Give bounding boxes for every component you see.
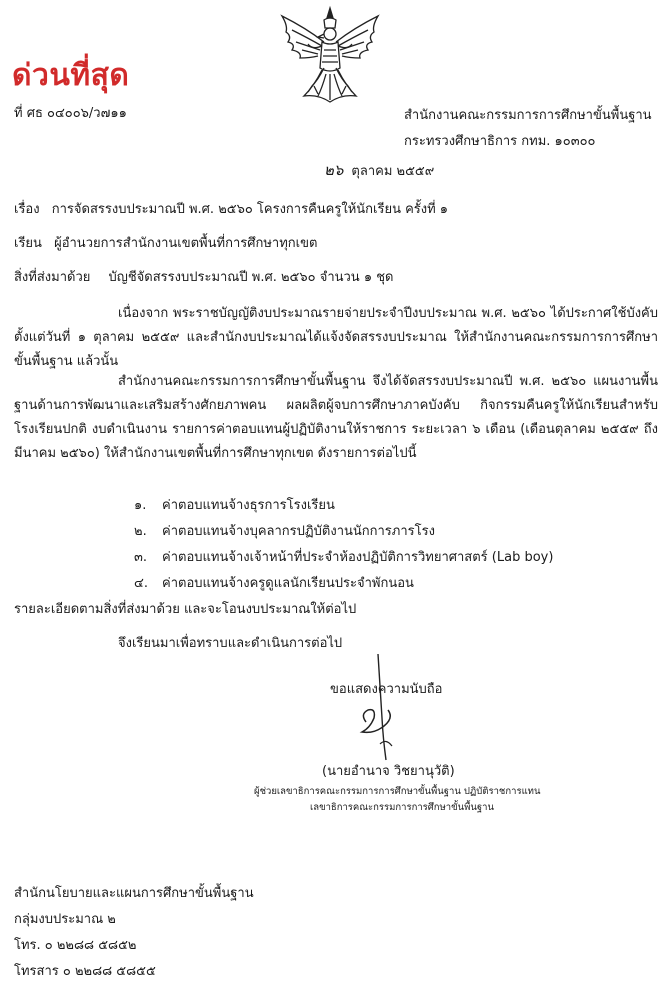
footer-group: กลุ่มงบประมาณ ๒ [14, 912, 116, 927]
closing-request: จึงเรียนมาเพื่อทราบและดำเนินการต่อไป [118, 636, 343, 651]
reference-number: ที่ ศธ ๐๔๐๐๖/ว๗๑๑ [14, 106, 127, 121]
list-item-text: ค่าตอบแทนจ้างบุคลากรปฏิบัติงานนักการภารโรง [162, 524, 435, 539]
list-item-text: ค่าตอบแทนจ้างครูดูแลนักเรียนประจำพักนอน [162, 576, 414, 591]
body-paragraph-2: สำนักงานคณะกรรมการการศึกษาขั้นพื้นฐาน จึงได้จัดสรรงบประมาณปี พ.ศ. ๒๕๖๐ แผนงานพื้นฐานด้านการพัฒนาและเสริมสร้างศักยภาพคน ผลผลิตผู้จบการศึกษาภาคบังคับ กิจกรรมคืนครูให้นักเรียนสำหรับโรงเรียนปกติ งบดำเนินงาน รายการค่าตอบแทนผู้ปฏิบัติงานให้ราชการ ระยะเวลา ๖ เดือน (เดือนตุลาคม ๒๕๕๙ ถึง มีนาคม ๒๕๖๐) ให้สำนักงานเขตพื้นที่การศึกษาทุกเขต ดังรายการต่อไปนี้ [14, 374, 658, 461]
footer-department: สำนักนโยบายและแผนการศึกษาขั้นพื้นฐาน [14, 886, 254, 901]
office-address: กระทรวงศึกษาธิการ กทม. ๑๐๓๐๐ [404, 134, 596, 149]
subject-line [14, 200, 448, 220]
signer-title: ผู้ช่วยเลขาธิการคณะกรรมการการศึกษาขั้นพื้นฐาน ปฏิบัติราชการแทน [254, 786, 541, 797]
body-paragraph-1: เนื่องจาก พระราชบัญญัติงบประมาณรายจ่ายประจำปีงบประมาณ พ.ศ. ๒๕๖๐ ได้ประกาศใช้บังคับตั้งแต่วันที่ ๑ ตุลาคม ๒๕๕๙ และสำนักงบประมาณได้แจ้งจัดสรรงบประมาณ ให้สำนักงานคณะกรรมการการศึกษาขั้นพื้นฐาน แล้วนั้น [14, 306, 658, 369]
list-item [134, 548, 553, 568]
urgency-stamp: ด่วนที่สุด [12, 58, 130, 93]
subject-label: เรื่อง [14, 202, 40, 217]
list-item-text: ค่าตอบแทนจ้างธุรการโรงเรียน [162, 498, 335, 513]
document-date [324, 160, 434, 182]
date-month-year: ตุลาคม ๒๕๕๙ [351, 164, 435, 179]
list-item-number: ๓. [134, 550, 148, 565]
enclosure-label: สิ่งที่ส่งมาด้วย [14, 270, 91, 285]
list-item-text: ค่าตอบแทนจ้างเจ้าหน้าที่ประจำห้องปฏิบัติการวิทยาศาสตร์ (Lab boy) [162, 550, 554, 565]
date-day: ๒๖ [324, 161, 344, 179]
list-item [134, 522, 435, 542]
footer-phone: โทร. ๐ ๒๒๘๘ ๕๘๕๒ [14, 938, 137, 953]
office-name: สำนักงานคณะกรรมการการศึกษาขั้นพื้นฐาน [404, 108, 652, 123]
signer-name: (นายอำนาจ วิชยานุวัติ) [322, 764, 455, 779]
recipient-line [14, 234, 317, 254]
list-item [134, 496, 335, 516]
subject-text: การจัดสรรงบประมาณปี พ.ศ. ๒๕๖๐ โครงการคืนครูให้นักเรียน ครั้งที่ ๑ [51, 202, 449, 217]
footer-fax: โทรสาร ๐ ๒๒๘๘ ๕๘๕๕ [14, 964, 156, 979]
recipient-text: ผู้อำนวยการสำนักงานเขตพื้นที่การศึกษาทุกเขต [54, 236, 318, 251]
list-item-number: ๑. [134, 498, 147, 513]
details-line: รายละเอียดตามสิ่งที่ส่งมาด้วย และจะโอนงบประมาณให้ต่อไป [14, 602, 357, 617]
list-item-number: ๔. [134, 576, 148, 591]
signature-mark [340, 648, 420, 768]
list-item [134, 574, 414, 594]
closing-salutation: ขอแสดงความนับถือ [330, 682, 443, 697]
garuda-emblem [278, 6, 382, 104]
recipient-label: เรียน [14, 236, 42, 251]
list-item-number: ๒. [134, 524, 147, 539]
enclosure-line [14, 268, 393, 288]
signer-title-secondary: เลขาธิการคณะกรรมการการศึกษาขั้นพื้นฐาน [310, 802, 494, 813]
enclosure-text: บัญชีจัดสรรงบประมาณปี พ.ศ. ๒๕๖๐ จำนวน ๑ ชุด [108, 270, 394, 285]
